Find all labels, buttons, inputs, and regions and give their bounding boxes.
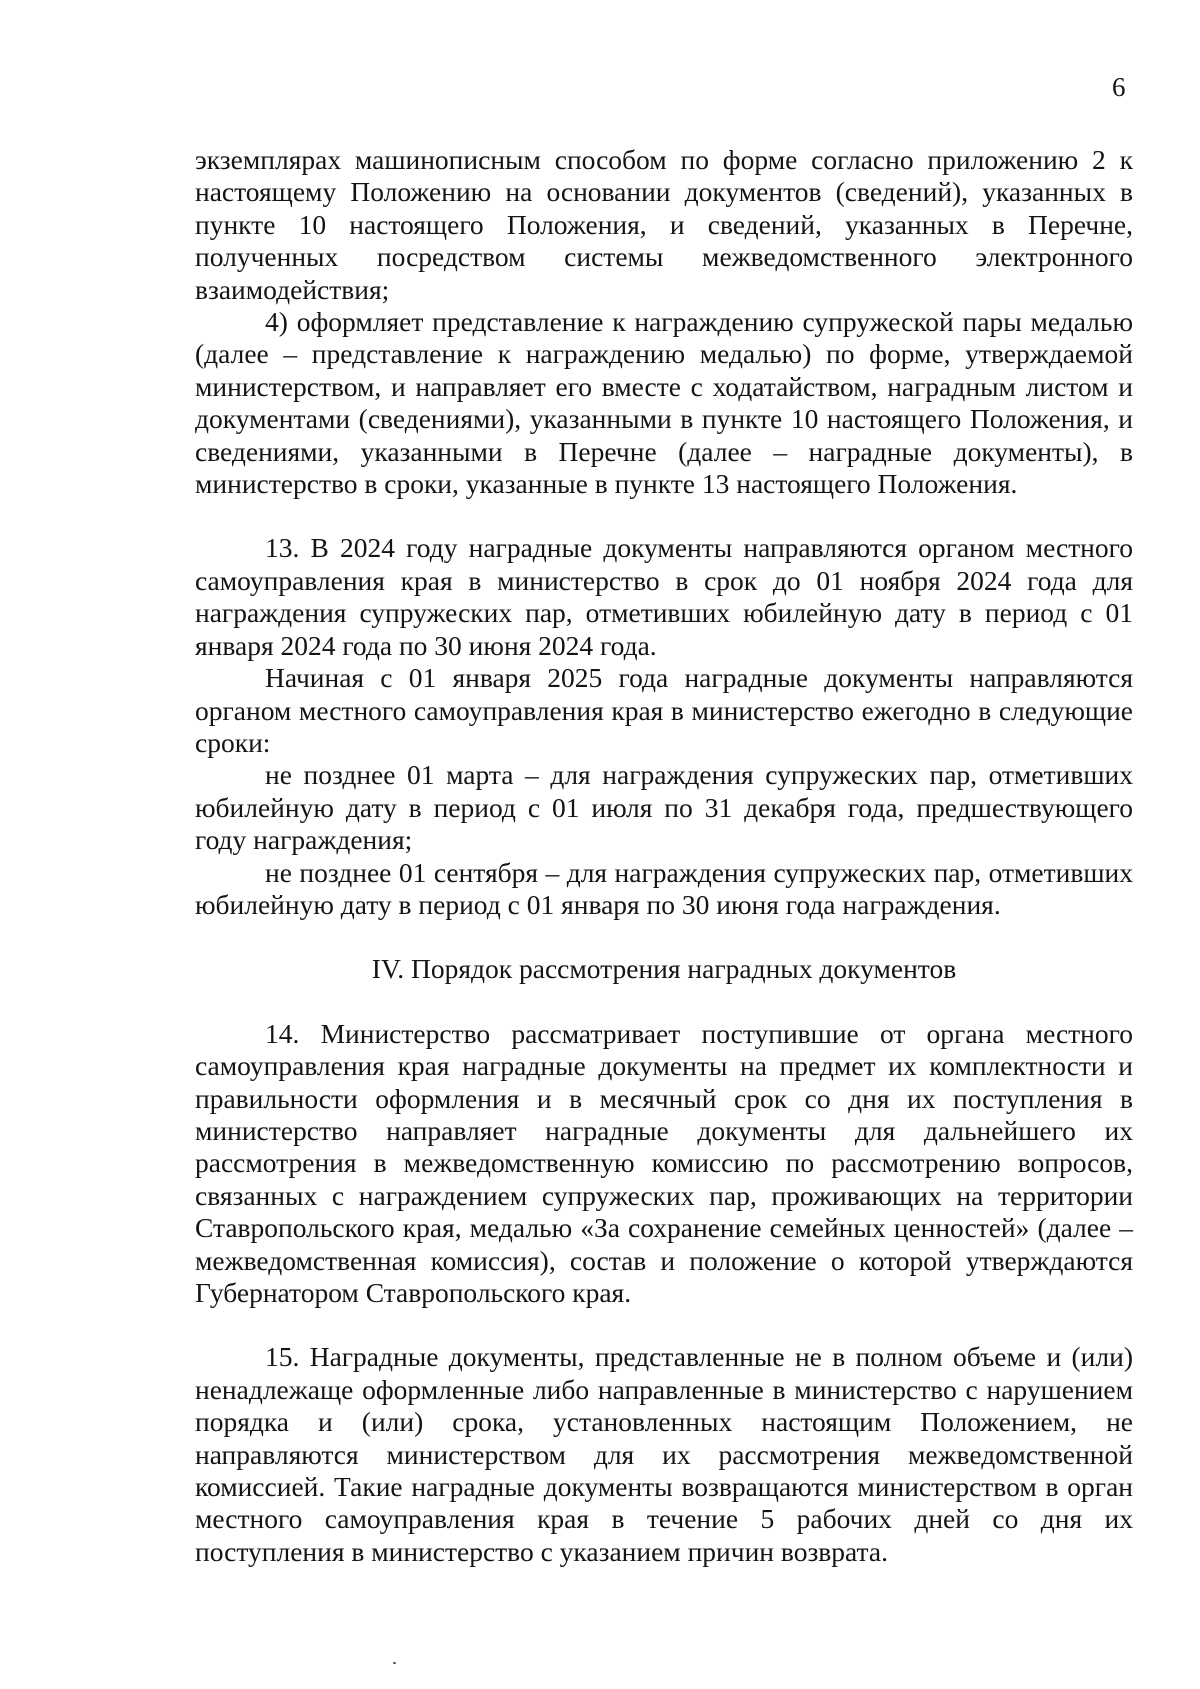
paragraph-14: 14. Министерство рассматривает поступившие от органа местного самоуправления края наградные документы на предмет их комплектности и правильности оформления и в месячный срок со дня их поступления в министерство направляет наградные документы для дальнейшего их рассмотрения в межведомственную комиссию по рассмотрению вопросов, связанных с награждением супружеских пар, проживающих на территории Ставропольского края, медалью «За сохранение семейных ценностей» (далее – межведомственная комиссия), состав и положение о которой утверждаются Губернатором Ставропольского края. (195, 1017, 1133, 1308)
paragraph-13: 13. В 2024 году наградные документы направляются органом местного самоуправления края в министерство в срок до 01 ноября 2024 года для награждения супружеских пар, отметивших юбилейную дату в период с 01 января 2024 года по 30 июня 2024 года. (195, 532, 1133, 661)
document-body (195, 144, 1133, 1568)
paragraph-deadline-march: не позднее 01 марта – для награждения супружеских пар, отметивших юбилейную дату в период с 01 июля по 31 декабря года, предшествующего году награждения; (195, 759, 1133, 856)
page-number: 6 (1112, 72, 1126, 102)
paragraph-deadline-september: не позднее 01 сентября – для награждения супружеских пар, отметивших юбилейную дату в период с 01 января по 30 июня года награждения. (195, 856, 1133, 920)
paragraph-13-deadlines: Начиная с 01 января 2025 года наградные документы направляются органом местного самоуправления края в министерство ежегодно в следующие сроки: (195, 662, 1133, 758)
paragraph-15: 15. Наградные документы, представленные не в полном объеме и (или) ненадлежаще оформленные либо направленные в министерство с нарушением порядка и (или) срока, установленных настоящим Положением, не направляются министерством для их рассмотрения межведомственной комиссией. Такие наградные документы возвращаются министерством в орган местного самоуправления края в течение 5 рабочих дней со дня их поступления в министерство с указанием причин возврата. (195, 1341, 1133, 1567)
paragraph-item-4: 4) оформляет представление к награждению супружеской пары медалью (далее – представление к награждению медалью) по форме, утверждаемой министерством, и направляет его вместе с ходатайством, наградным листом и документами (сведениями), указанными в пункте 10 настоящего Положения, и сведениями, указанными в Перечне (далее – наградные документы), в министерство в сроки, указанные в пункте 13 настоящего Положения. (195, 306, 1133, 500)
section-heading: IV. Порядок рассмотрения наградных документов (371, 953, 957, 985)
scan-speck (393, 1662, 396, 1664)
paragraph-continuation: экземплярах машинописным способом по форме согласно приложению 2 к настоящему Положению на основании документов (сведений), указанных в пункте 10 настоящего Положения, и сведений, указанных в Перечне, полученных посредством системы межведомственного электронного взаимодействия; (195, 144, 1133, 305)
